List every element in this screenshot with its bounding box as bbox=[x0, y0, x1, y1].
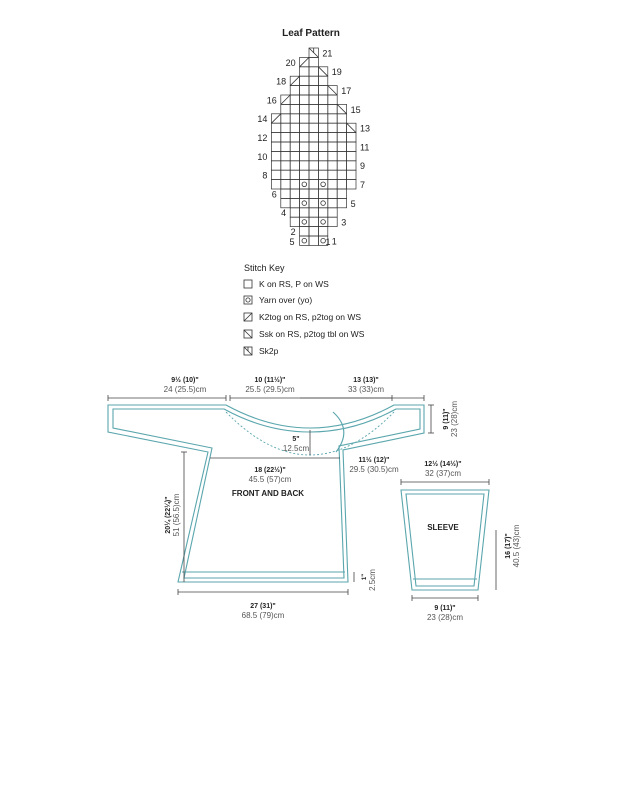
chart-cell bbox=[318, 170, 327, 179]
chart-cell bbox=[300, 76, 309, 85]
chart-cell bbox=[347, 133, 356, 142]
chart-row-number: 9 bbox=[360, 161, 366, 172]
chart-cell bbox=[300, 123, 309, 132]
chart-cell bbox=[309, 67, 318, 76]
chart-cell bbox=[318, 151, 327, 160]
ssk-symbol bbox=[328, 86, 337, 95]
sleeve-top-width-cm: 32 (37)cm bbox=[424, 469, 462, 478]
chart-cell bbox=[281, 104, 290, 113]
chart-cell bbox=[337, 133, 346, 142]
chart-cell bbox=[318, 114, 327, 123]
chart-cell bbox=[290, 123, 299, 132]
chart-cell bbox=[318, 95, 327, 104]
neck-depth-in: 5" bbox=[292, 436, 300, 443]
yarn-over-symbol bbox=[321, 220, 326, 225]
neck-depth-cm: 12.5cm bbox=[282, 444, 310, 453]
sleeve-top-cm: 33 (33)cm bbox=[347, 385, 385, 394]
chart-cell bbox=[318, 133, 327, 142]
hem-depth-in: 1" bbox=[362, 573, 368, 581]
chart-cell bbox=[300, 133, 309, 142]
shoulder-width-cm: 24 (25.5)cm bbox=[163, 385, 207, 394]
chart-cell bbox=[347, 170, 356, 179]
chart-cell bbox=[318, 189, 327, 198]
chart-row-number: 13 bbox=[360, 123, 371, 134]
chest-width-cm: 45.5 (57)cm bbox=[248, 475, 292, 484]
chart-col-label-right: 1 bbox=[325, 237, 331, 247]
chart-cell bbox=[328, 198, 337, 207]
chart-cell bbox=[328, 170, 337, 179]
chart-cell bbox=[309, 114, 318, 123]
chart-cell bbox=[337, 151, 346, 160]
chart-cell bbox=[309, 198, 318, 207]
neck-width-in: 10 (11½)" bbox=[254, 377, 286, 384]
sleeve-top-in: 13 (13)" bbox=[353, 377, 379, 384]
chart-cell bbox=[309, 104, 318, 113]
chart-cell bbox=[281, 123, 290, 132]
chart-cell bbox=[300, 114, 309, 123]
sleeve-top-width-in: 12½ (14½)" bbox=[424, 461, 462, 468]
chart-row-number: 21 bbox=[322, 48, 333, 59]
chart-cell bbox=[290, 198, 299, 207]
chart-cell bbox=[328, 151, 337, 160]
chart-cell bbox=[281, 161, 290, 170]
chart-cell bbox=[318, 227, 327, 236]
chart-cell bbox=[318, 217, 327, 226]
chart-cell bbox=[337, 170, 346, 179]
chart-cell bbox=[328, 114, 337, 123]
chart-row-number: 17 bbox=[341, 86, 352, 96]
ssk-symbol bbox=[318, 67, 327, 76]
armhole-depth-cm: 23 (28)cm bbox=[450, 400, 459, 438]
chart-cell bbox=[318, 76, 327, 85]
chart-row-number: 5 bbox=[350, 198, 356, 209]
sleeve-bottom-width-in: 9 (11)" bbox=[434, 605, 456, 612]
chart-cell bbox=[328, 161, 337, 170]
key-item-label: K on RS, P on WS bbox=[259, 279, 329, 289]
chart-cell bbox=[300, 189, 309, 198]
chart-cell bbox=[271, 161, 280, 170]
chart-cell bbox=[318, 198, 327, 207]
ssk-symbol bbox=[337, 104, 346, 113]
chart-row-number: 3 bbox=[341, 217, 347, 228]
chart-cell bbox=[309, 227, 318, 236]
chart-cell bbox=[300, 198, 309, 207]
chart-cell bbox=[300, 142, 309, 151]
chart-cell bbox=[290, 161, 299, 170]
chart-cell bbox=[309, 133, 318, 142]
chart-cell bbox=[318, 161, 327, 170]
chart-cell bbox=[328, 142, 337, 151]
chart-cell bbox=[300, 170, 309, 179]
chart-cell bbox=[337, 198, 346, 207]
chart-cell bbox=[300, 208, 309, 217]
chart-cell bbox=[328, 95, 337, 104]
chart-cell bbox=[290, 104, 299, 113]
chart-cell bbox=[309, 208, 318, 217]
chart-cell bbox=[309, 95, 318, 104]
chart-cell bbox=[337, 114, 346, 123]
chart-cell bbox=[290, 114, 299, 123]
chart-row-number: 12 bbox=[257, 133, 268, 143]
chart-row-number: 16 bbox=[266, 95, 277, 106]
chart-cell bbox=[300, 86, 309, 95]
ssk-icon bbox=[244, 330, 252, 338]
chart-row-number: 1 bbox=[331, 236, 337, 247]
armhole-depth-in: 9 (11)" bbox=[443, 408, 450, 430]
chart-cell bbox=[337, 142, 346, 151]
chart-cell bbox=[328, 208, 337, 217]
chart-cell bbox=[347, 151, 356, 160]
chart-row-number: 2 bbox=[290, 227, 296, 237]
chart-row-number: 20 bbox=[285, 57, 296, 68]
chart-cell bbox=[290, 142, 299, 151]
body-length-in: 20¼ (22¼)" bbox=[165, 496, 172, 534]
chart-cell bbox=[318, 180, 327, 189]
chart-cell bbox=[347, 142, 356, 151]
chart-cell bbox=[309, 76, 318, 85]
chart-cell bbox=[281, 198, 290, 207]
chart-cell bbox=[300, 151, 309, 160]
chart-cell bbox=[337, 189, 346, 198]
chart-cell bbox=[309, 86, 318, 95]
chart-cell bbox=[271, 151, 280, 160]
chart-row-number: 18 bbox=[276, 76, 287, 87]
chart-row-number: 11 bbox=[360, 142, 370, 153]
chart-cell bbox=[309, 57, 318, 66]
chart-cell bbox=[318, 86, 327, 95]
yarn-over-symbol bbox=[302, 201, 307, 206]
chart-row-number: 10 bbox=[257, 151, 268, 162]
key-item-label: Sk2p bbox=[259, 346, 279, 356]
k2tog-symbol bbox=[281, 95, 290, 104]
chart-cell bbox=[337, 180, 346, 189]
chart-cell bbox=[347, 180, 356, 189]
chart-cell bbox=[300, 95, 309, 104]
chart-cell bbox=[271, 133, 280, 142]
chart-cell bbox=[300, 161, 309, 170]
front-back-label: FRONT AND BACK bbox=[231, 489, 305, 498]
sleeve-bottom-width-cm: 23 (28)cm bbox=[426, 613, 464, 622]
sleeve-length-in: 16 (17)" bbox=[505, 533, 512, 559]
chart-cell bbox=[290, 180, 299, 189]
underarm-length-in: 11½ (12)" bbox=[358, 457, 390, 464]
sk2p-icon bbox=[244, 347, 252, 355]
chart-cell bbox=[309, 151, 318, 160]
bottom-width-in: 27 (31)" bbox=[250, 603, 276, 610]
key-item-label: K2tog on RS, p2tog on WS bbox=[259, 312, 362, 322]
yarn-over-icon bbox=[244, 296, 252, 304]
knit-purl-icon bbox=[244, 280, 252, 288]
chart-cell bbox=[328, 180, 337, 189]
sleeve-length-cm: 40.5 (43)cm bbox=[512, 524, 521, 568]
k2tog-symbol bbox=[300, 57, 309, 66]
yarn-over-symbol bbox=[321, 201, 326, 206]
chart-cell bbox=[328, 217, 337, 226]
stitch-key-title: Stitch Key bbox=[244, 263, 285, 273]
k2tog-icon bbox=[244, 313, 252, 321]
shoulder-width-in: 9½ (10)" bbox=[171, 377, 199, 384]
chart-row-number: 14 bbox=[257, 114, 268, 125]
chart-cell bbox=[281, 114, 290, 123]
chart-cell bbox=[318, 123, 327, 132]
chart-cell bbox=[337, 123, 346, 132]
k2tog-symbol bbox=[271, 114, 280, 123]
key-item-label: Yarn over (yo) bbox=[259, 295, 313, 305]
chart-cell bbox=[281, 180, 290, 189]
chart-cell bbox=[309, 189, 318, 198]
chart-row-number: 4 bbox=[281, 208, 287, 219]
chart-cell bbox=[328, 104, 337, 113]
chart-cell bbox=[309, 217, 318, 226]
chart-cell bbox=[281, 151, 290, 160]
chart-cell bbox=[290, 208, 299, 217]
yarn-over-symbol bbox=[302, 220, 307, 225]
chart-cell bbox=[347, 161, 356, 170]
chart-cell bbox=[271, 123, 280, 132]
chest-width-in: 18 (22½)" bbox=[254, 467, 286, 474]
bottom-width-cm: 68.5 (79)cm bbox=[241, 611, 285, 620]
chart-cell bbox=[309, 236, 318, 245]
body-length-cm: 51 (56.5)cm bbox=[172, 493, 181, 537]
sleeve-label: SLEEVE bbox=[427, 523, 459, 532]
chart-cell bbox=[290, 133, 299, 142]
chart-cell bbox=[309, 170, 318, 179]
chart-cell bbox=[318, 104, 327, 113]
underarm-length-cm: 29.5 (30.5)cm bbox=[349, 465, 399, 474]
chart-cell bbox=[290, 151, 299, 160]
yarn-over-symbol bbox=[302, 238, 307, 243]
chart-cell bbox=[290, 189, 299, 198]
chart-cell bbox=[309, 142, 318, 151]
hem-depth-cm: 2.5cm bbox=[368, 569, 377, 591]
chart-cell bbox=[328, 189, 337, 198]
neck-width-cm: 25.5 (29.5)cm bbox=[245, 385, 295, 394]
chart-cell bbox=[309, 161, 318, 170]
leaf-chart-row-numbers bbox=[257, 48, 370, 246]
chart-cell bbox=[271, 170, 280, 179]
chart-row-number: 15 bbox=[350, 104, 361, 115]
chart-cell bbox=[300, 227, 309, 236]
chart-cell bbox=[281, 142, 290, 151]
chart-col-label-left: 5 bbox=[289, 237, 295, 247]
sleeve-schematic bbox=[401, 490, 489, 590]
chart-cell bbox=[290, 170, 299, 179]
chart-cell bbox=[318, 142, 327, 151]
chart-cell bbox=[290, 86, 299, 95]
chart-cell bbox=[300, 236, 309, 245]
chart-row-number: 7 bbox=[360, 180, 366, 190]
chart-cell bbox=[318, 208, 327, 217]
chart-cell bbox=[309, 123, 318, 132]
chart-row-number: 19 bbox=[331, 67, 342, 78]
chart-cell bbox=[328, 133, 337, 142]
ssk-symbol bbox=[347, 123, 356, 132]
chart-cell bbox=[300, 180, 309, 189]
yarn-over-symbol bbox=[321, 182, 326, 187]
chart-cell bbox=[290, 217, 299, 226]
chart-row-number: 6 bbox=[271, 189, 277, 200]
k2tog-symbol bbox=[290, 76, 299, 85]
chart-cell bbox=[300, 67, 309, 76]
chart-cell bbox=[300, 217, 309, 226]
chart-row-number: 8 bbox=[262, 170, 268, 181]
chart-cell bbox=[309, 180, 318, 189]
chart-cell bbox=[271, 180, 280, 189]
chart-cell bbox=[281, 189, 290, 198]
chart-cell bbox=[290, 95, 299, 104]
chart-cell bbox=[281, 170, 290, 179]
chart-cell bbox=[328, 123, 337, 132]
key-item-label: Ssk on RS, p2tog tbl on WS bbox=[259, 329, 365, 339]
chart-cell bbox=[271, 142, 280, 151]
chart-cell bbox=[281, 133, 290, 142]
chart-cell bbox=[300, 104, 309, 113]
chart-title: Leaf Pattern bbox=[282, 28, 340, 39]
chart-cell bbox=[337, 161, 346, 170]
yarn-over-symbol bbox=[302, 182, 307, 187]
